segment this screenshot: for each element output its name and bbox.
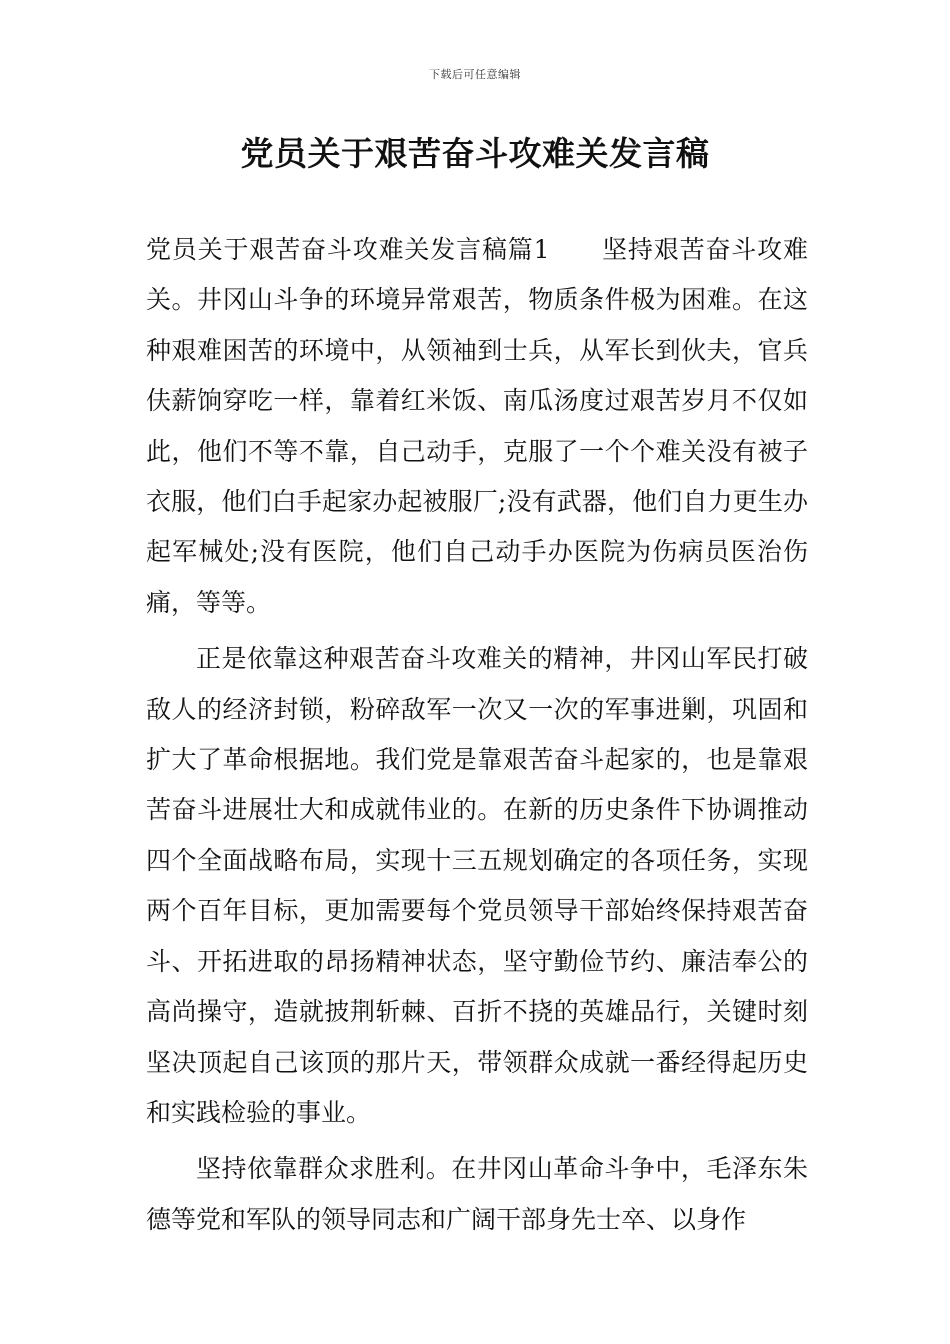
header-note: 下载后可任意编辑 [429, 68, 521, 81]
paragraph-3: 坚持依靠群众求胜利。在井冈山革命斗争中，毛泽东朱德等党和军队的领导同志和广阔干部身先士卒、以身作 [146, 1154, 808, 1234]
document-body [146, 225, 808, 1245]
document-title: 党员关于艰苦奋斗攻难关发言稿 [240, 134, 710, 173]
paragraph-1: 党员关于艰苦奋斗攻难关发言稿篇1 坚持艰苦奋斗攻难关。井冈山斗争的环境异常艰苦，物质条件极为困难。在这种艰难困苦的环境中，从领袖到士兵，从军长到伙夫，官兵伕薪饷穿吃一样，靠着红米饭、南瓜汤度过艰苦岁月不仅如此，他们不等不靠，自己动手，克服了一个个难关没有被子衣服，他们白手起家办起被服厂;没有武器，他们自力更生办起军械处;没有医院，他们自己动手办医院为伤病员医治伤痛，等等。 [146, 235, 808, 617]
paragraph-2: 正是依靠这种艰苦奋斗攻难关的精神，井冈山军民打破敌人的经济封锁，粉碎敌军一次又一次的军事进剿，巩固和扩大了革命根据地。我们党是靠艰苦奋斗起家的，也是靠艰苦奋斗进展壮大和成就伟业的。在新的历史条件下协调推动四个全面战略布局，实现十三五规划确定的各项任务，实现两个百年目标，更加需要每个党员领导干部始终保持艰苦奋斗、开拓进取的昂扬精神状态，坚守勤俭节约、廉洁奉公的高尚操守，造就披荆斩棘、百折不挠的英雄品行，关键时刻坚决顶起自己该顶的那片天，带领群众成就一番经得起历史和实践检验的事业。 [146, 644, 808, 1127]
